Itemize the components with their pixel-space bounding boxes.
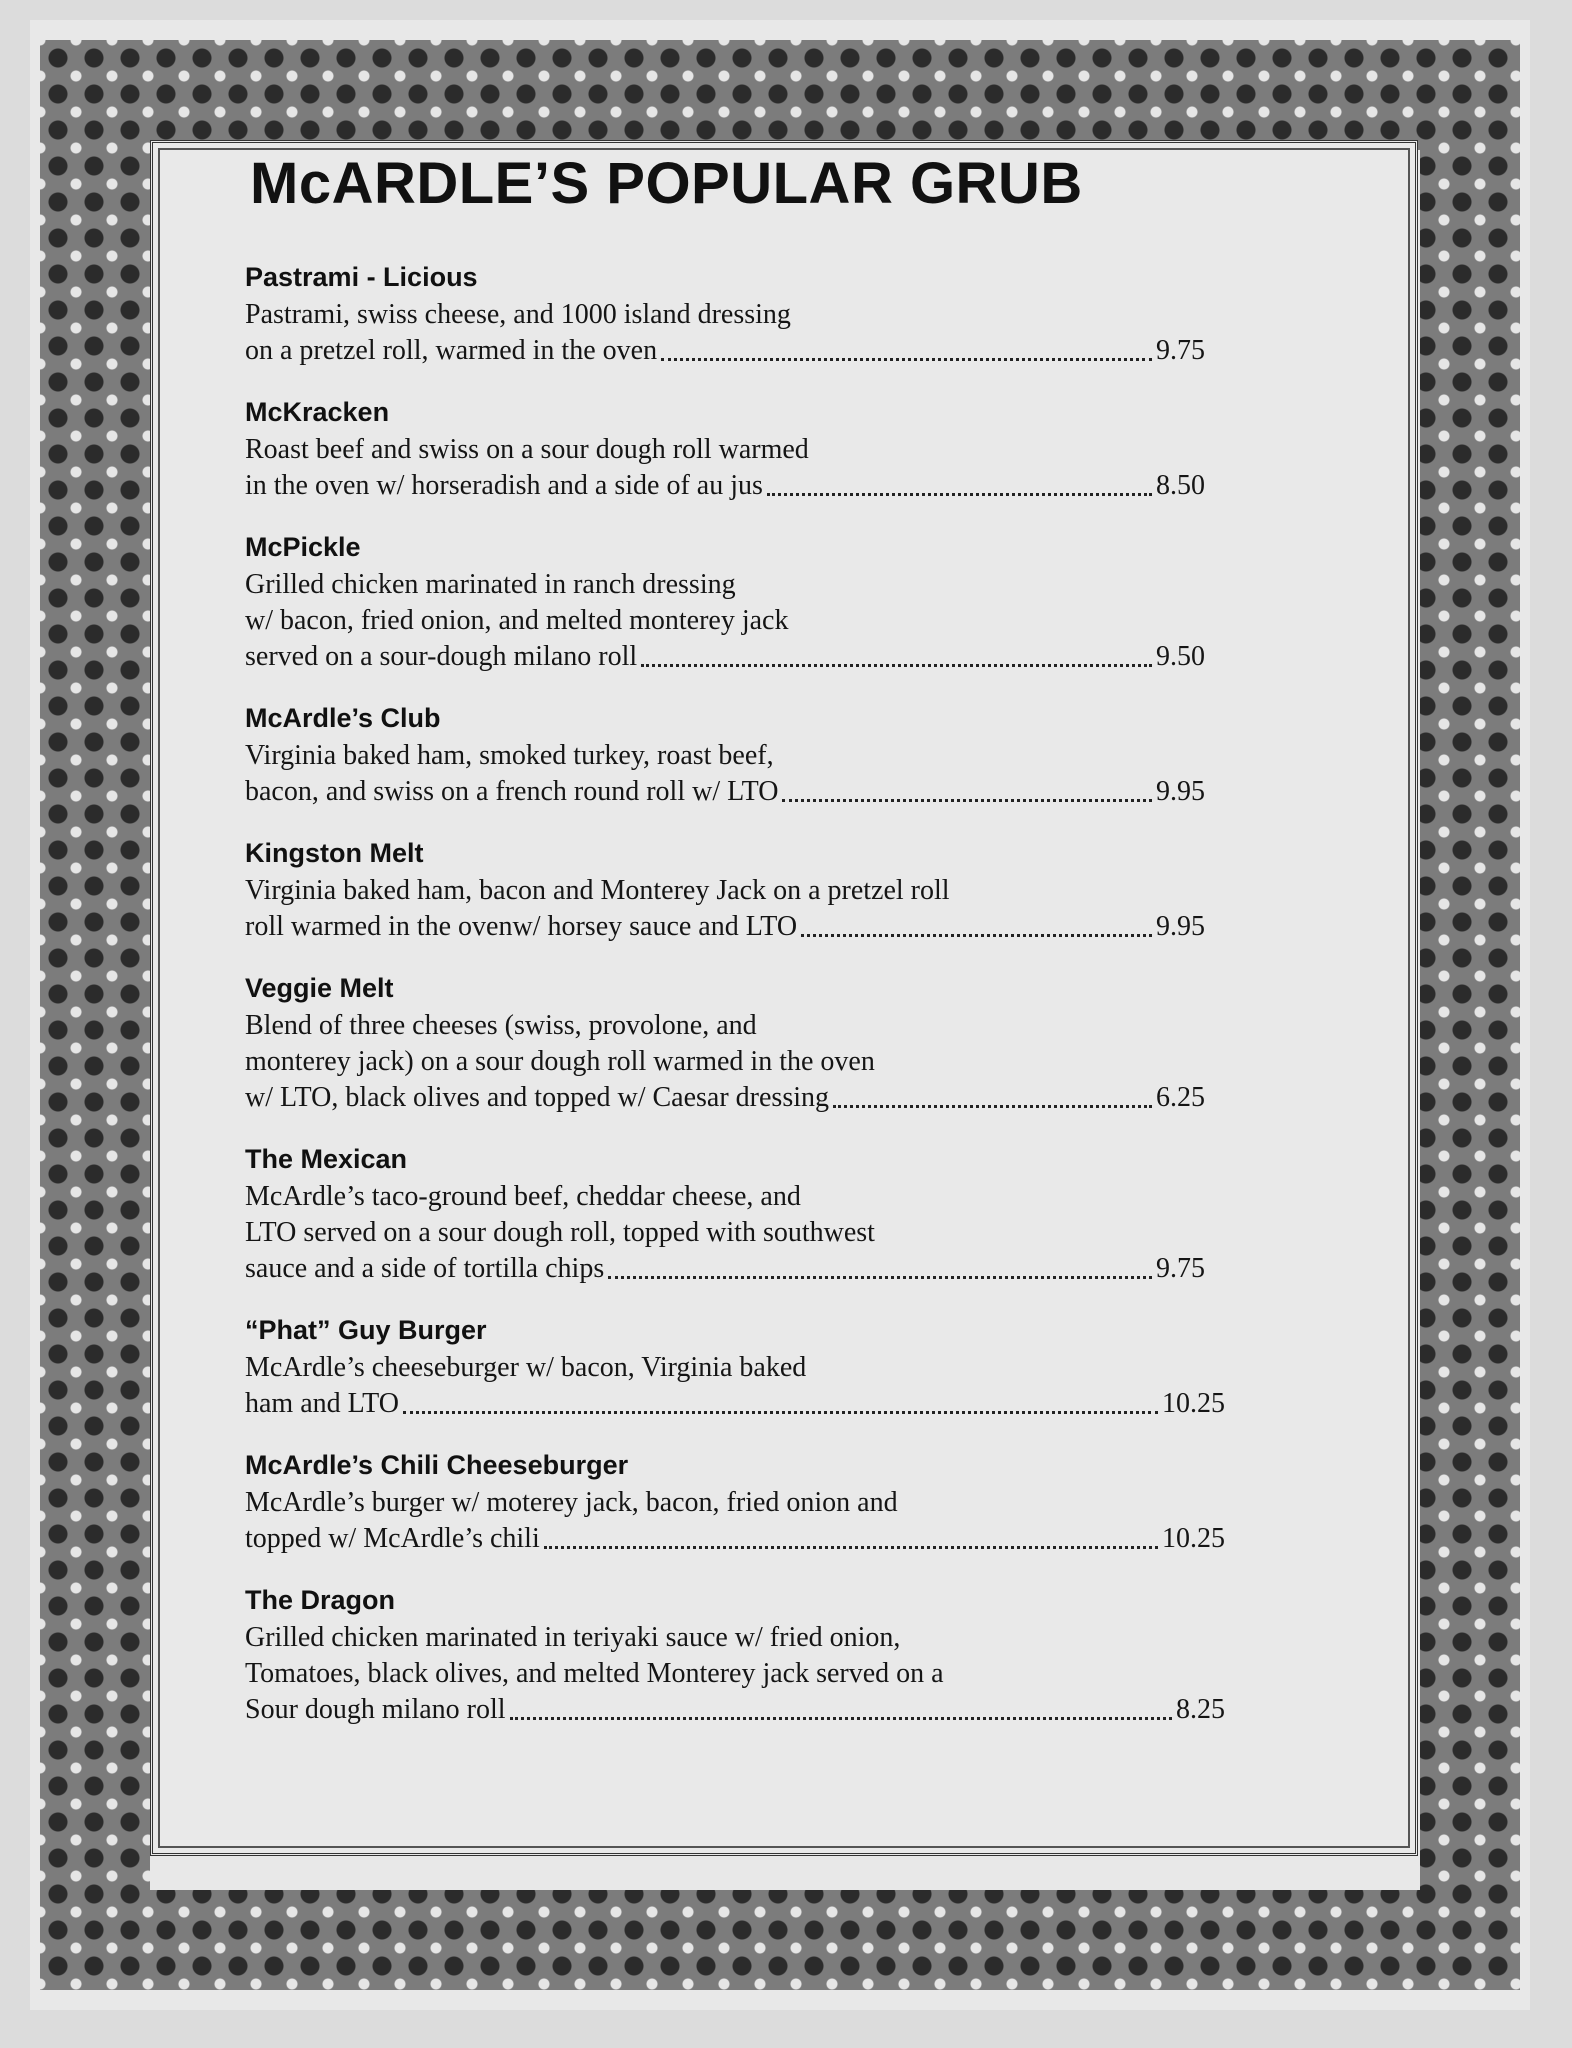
item-name: The Dragon [245,1585,396,1615]
leader-dots [833,1105,1152,1108]
item-price: 10.25 [1162,1388,1225,1419]
item-description-line [245,1656,1225,1692]
item-description: monterey jack) on a sour dough roll warmed in the oven [245,1046,875,1077]
item-name: Veggie Melt [245,973,394,1003]
menu-item [245,973,1225,1116]
item-description-line [245,603,1225,639]
item-price-line [245,333,1205,369]
item-description: w/ LTO, black olives and topped w/ Caesar dressing [245,1082,830,1113]
item-description: Roast beef and swiss on a sour dough roll warmed [245,434,809,465]
item-price: 9.75 [1156,1253,1205,1284]
item-price: 9.75 [1156,335,1205,366]
item-price: 8.25 [1176,1694,1225,1725]
leader-dots [767,493,1152,496]
item-name: McArdle’s Chili Cheeseburger [245,1450,629,1480]
leader-dots [782,799,1152,802]
leader-dots [403,1411,1158,1414]
item-description-line [245,1620,1225,1656]
item-price: 9.95 [1156,911,1205,942]
item-description: Virginia baked ham, smoked turkey, roast beef, [245,740,774,771]
item-description: Grilled chicken marinated in teriyaki sauce w/ fried onion, [245,1622,901,1653]
item-name: McPickle [245,532,361,562]
item-description: in the oven w/ horseradish and a side of au jus [245,470,763,501]
item-name: The Mexican [245,1144,408,1174]
item-description-line [245,738,1225,774]
item-description: LTO served on a sour dough roll, topped with southwest [245,1217,875,1248]
leader-dots [608,1276,1152,1279]
menu-items [245,262,1225,1756]
item-description-line [245,1044,1225,1080]
item-description: Virginia baked ham, bacon and Monterey Jack on a pretzel roll [245,875,950,906]
menu-item [245,397,1225,504]
menu-item [245,1585,1225,1728]
item-price: 9.95 [1156,776,1205,807]
item-description-line [245,1485,1225,1521]
item-description: Blend of three cheeses (swiss, provolone, and [245,1010,757,1041]
item-price: 10.25 [1162,1523,1225,1554]
item-price-line [245,1251,1205,1287]
item-description-line [245,432,1225,468]
menu-item [245,1144,1225,1287]
item-price: 8.50 [1156,470,1205,501]
item-name: Pastrami - Licious [245,262,478,292]
item-description: topped w/ McArdle’s chili [245,1523,540,1554]
menu-item [245,703,1225,810]
item-name: Kingston Melt [245,838,424,868]
item-price: 6.25 [1156,1082,1205,1113]
item-description: Pastrami, swiss cheese, and 1000 island dressing [245,299,791,330]
item-description-line [245,1008,1225,1044]
item-description-line [245,1179,1225,1215]
item-description: roll warmed in the ovenw/ horsey sauce and LTO [245,911,798,942]
item-price-line [245,639,1205,675]
leader-dots [641,664,1152,667]
item-description: bacon, and swiss on a french round roll w/ LTO [245,776,779,807]
item-price-line [245,909,1205,945]
item-description: on a pretzel roll, warmed in the oven [245,335,658,366]
item-price-line [245,1386,1225,1422]
item-description: ham and LTO [245,1388,399,1419]
menu-item [245,1315,1225,1422]
item-description: Grilled chicken marinated in ranch dressing [245,569,736,600]
item-name: McArdle’s Club [245,703,441,733]
item-price-line [245,1692,1225,1728]
item-description: served on a sour-dough milano roll [245,641,638,672]
item-price: 9.50 [1156,641,1205,672]
menu-item [245,1450,1225,1557]
leader-dots [661,358,1152,361]
item-price-line [245,1521,1225,1557]
item-description: sauce and a side of tortilla chips [245,1253,605,1284]
item-description-line [245,1215,1225,1251]
item-description: Sour dough milano roll [245,1694,506,1725]
menu-item [245,532,1225,675]
menu-item [245,838,1225,945]
item-description: McArdle’s cheeseburger w/ bacon, Virginia baked [245,1352,807,1383]
item-name: “Phat” Guy Burger [245,1315,487,1345]
item-description-line [245,297,1225,333]
item-description: Tomatoes, black olives, and melted Monterey jack served on a [245,1658,944,1689]
item-price-line [245,774,1205,810]
menu-title: McARDLE’S POPULAR GRUB [250,151,1083,216]
item-description: w/ bacon, fried onion, and melted monterey jack [245,605,789,636]
item-description: McArdle’s burger w/ moterey jack, bacon, fried onion and [245,1487,898,1518]
item-description-line [245,1350,1225,1386]
item-description: McArdle’s taco-ground beef, cheddar cheese, and [245,1181,801,1212]
item-description-line [245,873,1225,909]
item-price-line [245,468,1205,504]
leader-dots [510,1717,1172,1720]
menu-item [245,262,1225,369]
leader-dots [801,934,1152,937]
item-description-line [245,567,1225,603]
leader-dots [544,1546,1158,1549]
item-name: McKracken [245,397,390,427]
item-price-line [245,1080,1205,1116]
